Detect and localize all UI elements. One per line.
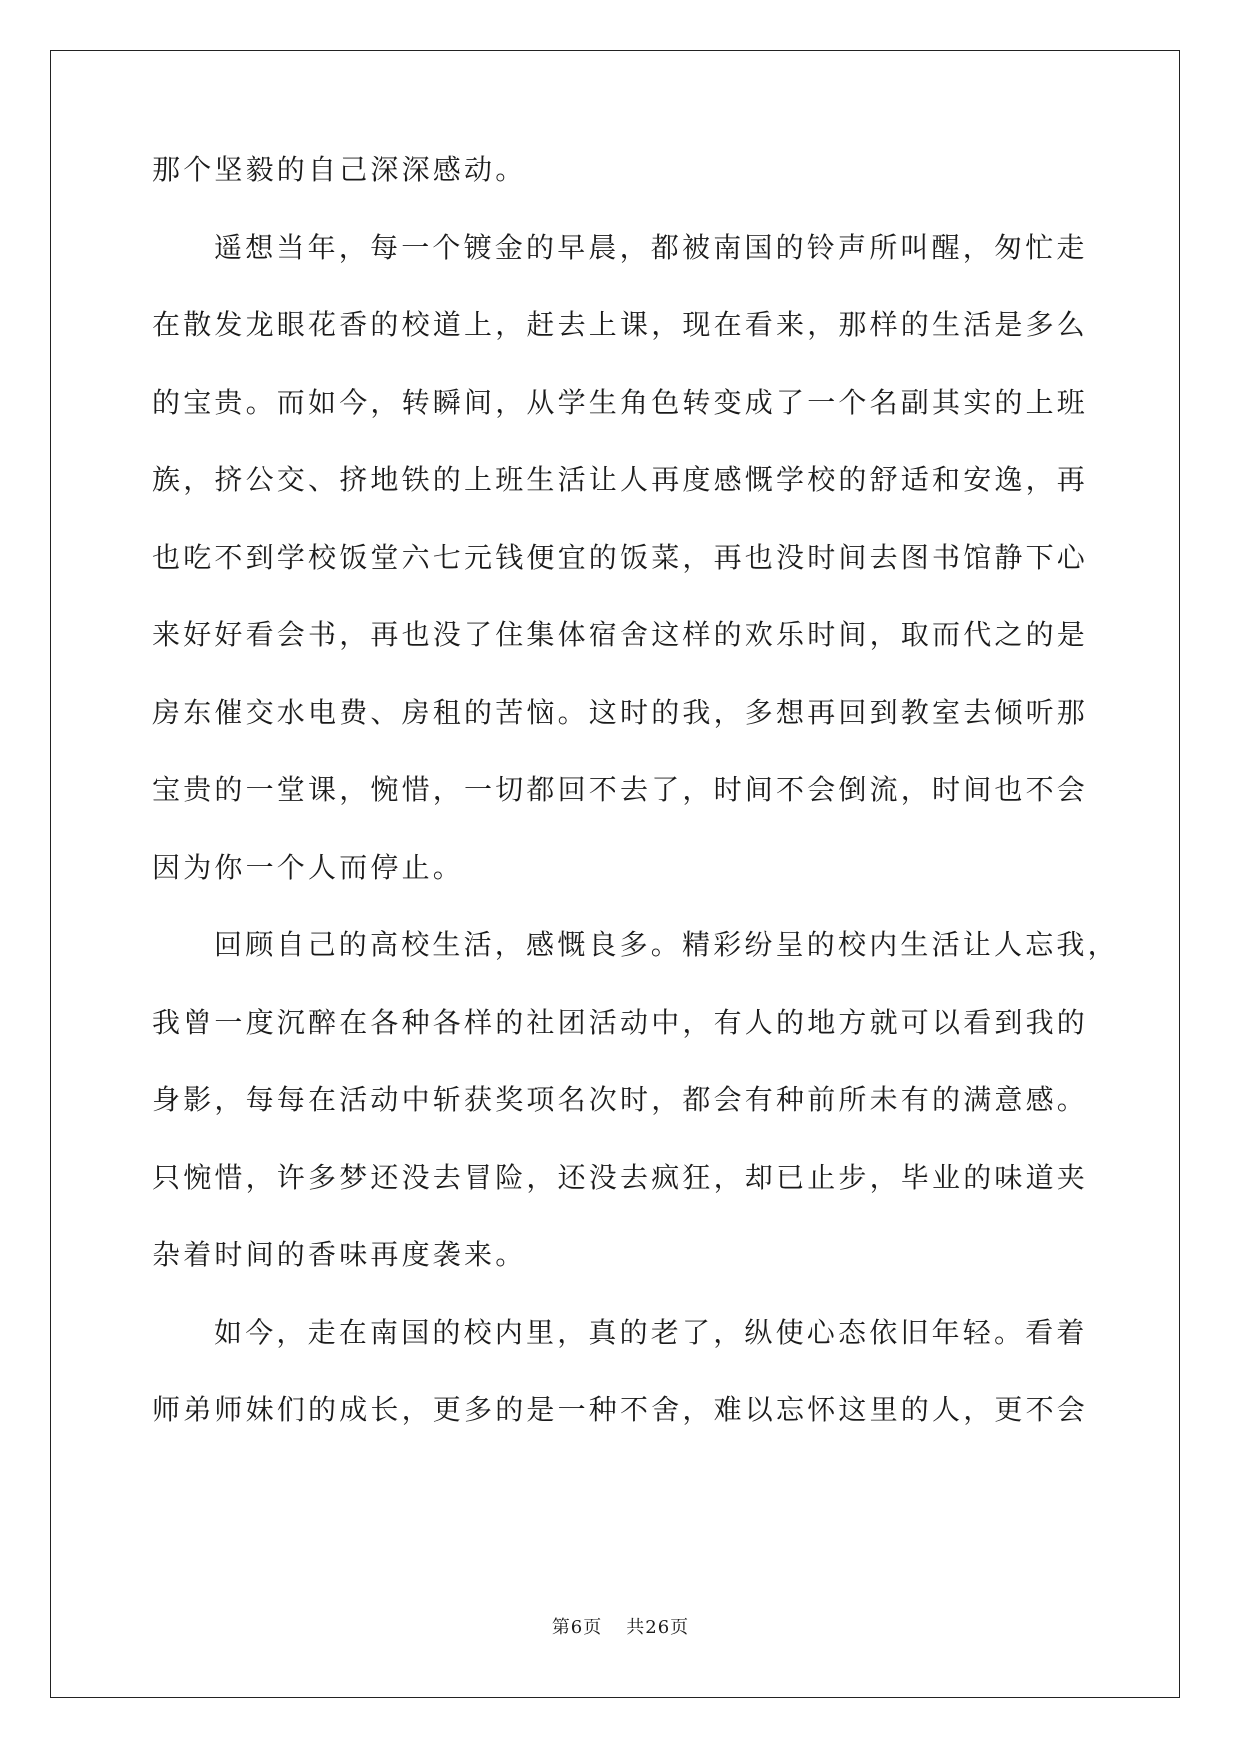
document-body [152, 153, 1119, 1474]
page-footer [0, 1613, 1241, 1639]
text-line: 因为你一个人而停止。 [152, 850, 465, 884]
text-line: 那个坚毅的自己深深感动。 [152, 153, 527, 186]
text-line: 来好好看会书，再也没了住集体宿舍这样的欢乐时间，取而代之的是 [152, 618, 1089, 651]
text-line: 遥想当年，每一个镀金的早晨，都被南国的铃声所叫醒，匆忙走 [214, 230, 1088, 264]
text-line: 身影，每每在活动中斩获奖项名次时，都会有种前所未有的满意感。 [152, 1083, 1089, 1116]
text-line: 只惋惜，许多梦还没去冒险，还没去疯狂，却已止步，毕业的味道夹 [152, 1160, 1089, 1194]
text-line: 师弟师妹们的成长，更多的是一种不舍，难以忘怀这里的人，更不会 [152, 1393, 1089, 1426]
text-line: 的宝贵。而如今，转瞬间，从学生角色转变成了一个名副其实的上班 [152, 385, 1089, 419]
text-line: 也吃不到学校饭堂六七元钱便宜的饭菜，再也没时间去图书馆静下心 [152, 540, 1089, 574]
text-line: 族，挤公交、挤地铁的上班生活让人再度感慨学校的舒适和安逸，再 [152, 463, 1089, 496]
text-line: 房东催交水电费、房租的苦恼。这时的我，多想再回到教室去倾听那 [152, 695, 1089, 729]
text-line: 如今，走在南国的校内里，真的老了，纵使心态依旧年轻。看着 [214, 1315, 1088, 1349]
text-line: 我曾一度沉醉在各种各样的社团活动中，有人的地方就可以看到我的 [152, 1005, 1089, 1039]
text-line: 回顾自己的高校生活，感慨良多。精彩纷呈的校内生活让人忘我， [214, 928, 1119, 961]
text-line: 宝贵的一堂课，惋惜，一切都回不去了，时间不会倒流，时间也不会 [152, 773, 1089, 806]
text-line: 在散发龙眼花香的校道上，赶去上课，现在看来，那样的生活是多么 [152, 308, 1089, 341]
text-line: 杂着时间的香味再度袭来。 [152, 1238, 527, 1271]
page-number: 第6页 [551, 1617, 603, 1638]
page-total: 共26页 [626, 1617, 690, 1638]
